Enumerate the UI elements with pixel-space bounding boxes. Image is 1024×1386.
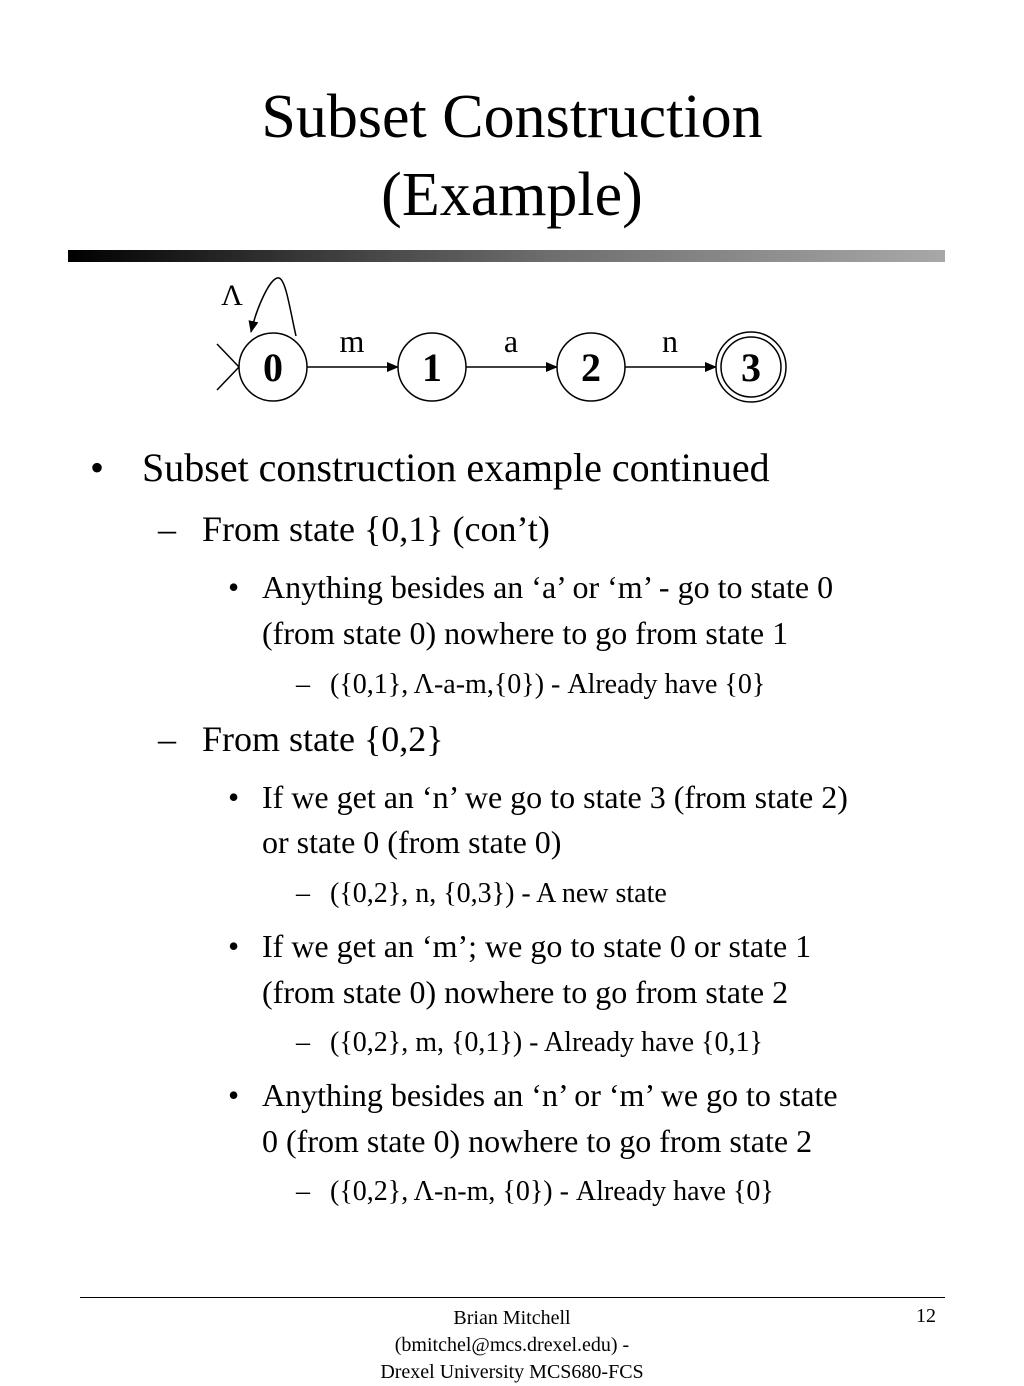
bullet-text-l3: If we get an ‘m’; we go to state 0 or state 1 xyxy=(262,928,812,964)
bullet-text-l3: If we get an ‘n’ we go to state 3 (from state 2) xyxy=(262,779,848,815)
bullet-text-l3: Anything besides an ‘n’ or ‘m’ we go to state xyxy=(262,1077,838,1113)
start-arrow xyxy=(217,344,239,390)
bullet-text-l1: Subset construction example continued xyxy=(142,445,770,490)
footer-author: Brian Mitchell xyxy=(453,1307,571,1329)
self-loop-label: Λ xyxy=(221,279,243,312)
transition-label-a: a xyxy=(503,323,519,359)
bullet-text-l3-cont: (from state 0) nowhere to go from state 1 xyxy=(262,615,789,651)
bullet-marker: • xyxy=(228,569,240,605)
bullet-marker: • xyxy=(228,1077,240,1113)
bullet-text-l4: ({0,1}, Λ-a-m,{0}) - Already have {0} xyxy=(330,669,766,700)
bullet-text-l4: ({0,2}, n, {0,3}) - A new state xyxy=(330,878,667,909)
state-2 xyxy=(557,333,625,401)
bullet-marker: • xyxy=(228,779,240,815)
dash-marker: – xyxy=(296,669,310,700)
state-1-label: 1 xyxy=(422,345,442,390)
footer-course: Drexel University MCS680-FCS xyxy=(380,1361,644,1383)
state-3-accepting xyxy=(716,332,786,402)
state-3-label: 3 xyxy=(741,345,761,390)
footer-credit xyxy=(280,1305,744,1386)
dash-marker: – xyxy=(296,878,310,909)
bullet-text-l3-cont: (from state 0) nowhere to go from state 2 xyxy=(262,974,789,1010)
dash-marker: – xyxy=(158,509,176,549)
bullet-text-l2: From state {0,1} (con’t) xyxy=(202,509,550,549)
dash-marker: – xyxy=(158,719,176,759)
state-1 xyxy=(398,333,466,401)
footer-divider xyxy=(80,1297,945,1298)
slide-title-line-2: (Example) xyxy=(381,161,643,229)
page-number: 12 xyxy=(916,1305,936,1327)
bullet-text-l2: From state {0,2} xyxy=(202,719,444,759)
bullet-text-l3-cont: 0 (from state 0) nowhere to go from state 2 xyxy=(262,1123,813,1159)
bullet-marker: • xyxy=(90,445,105,490)
footer-email: (bmitchel@mcs.drexel.edu) - xyxy=(394,1334,630,1356)
self-loop-arc xyxy=(251,278,296,336)
dash-marker: – xyxy=(296,1176,310,1207)
automaton-diagram xyxy=(0,260,1024,420)
bullet-text-l3: Anything besides an ‘a’ or ‘m’ - go to state 0 xyxy=(262,569,834,605)
state-0-label: 0 xyxy=(263,345,283,390)
bullet-text-l4: ({0,2}, m, {0,1}) - Already have {0,1} xyxy=(330,1027,763,1058)
bullet-text-l3-cont: or state 0 (from state 0) xyxy=(262,824,562,860)
state-2-label: 2 xyxy=(581,345,601,390)
transition-label-m: m xyxy=(339,323,365,359)
bullet-text-l4: ({0,2}, Λ-n-m, {0}) - Already have {0} xyxy=(330,1176,774,1207)
dash-marker: – xyxy=(296,1027,310,1058)
state-0 xyxy=(239,333,307,401)
slide-title xyxy=(0,78,1024,234)
transition-label-n: n xyxy=(662,323,678,359)
bullet-marker: • xyxy=(228,928,240,964)
slide-title-line-1: Subset Construction xyxy=(261,83,763,151)
